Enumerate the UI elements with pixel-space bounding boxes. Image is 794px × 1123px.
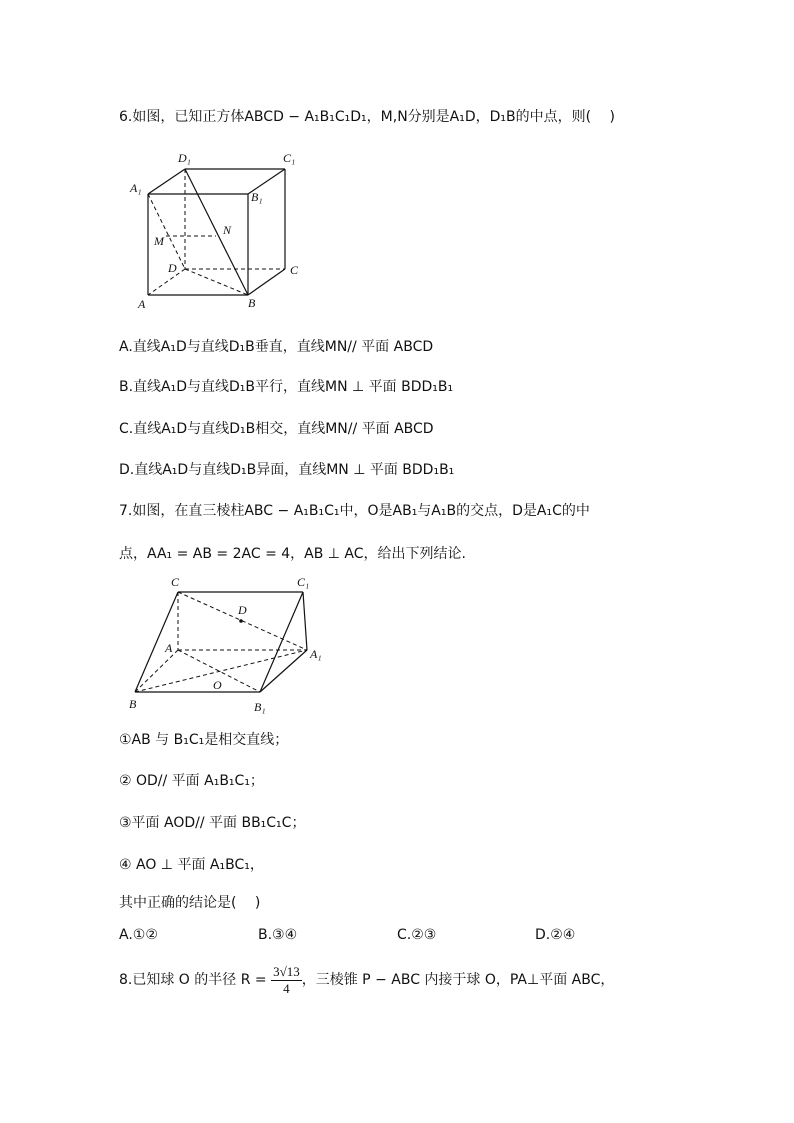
q8-frac-denominator: 4 (283, 980, 290, 996)
q7-statement-2: ② OD// 平面 A₁B₁C₁； (119, 773, 264, 789)
q7-statement-3: ③平面 AOD// 平面 BB₁C₁C； (119, 815, 306, 831)
label-D: D (168, 261, 177, 275)
q8-frac-numerator: 3√13 (273, 963, 300, 979)
q7-statement-4: ④ AO ⊥ 平面 A₁BC₁， (119, 857, 264, 873)
label-A1: A₁ (130, 181, 142, 195)
q8-radius-fraction (271, 964, 302, 997)
label-C1: C₁ (297, 575, 310, 589)
q7-statement-1: ①AB 与 B₁C₁是相交直线； (119, 732, 289, 748)
q7-prism-figure (125, 572, 330, 717)
label-B: B (129, 697, 137, 711)
label-D1: D₁ (178, 151, 191, 165)
label-B1: B₁ (251, 190, 263, 204)
q8-stem (119, 962, 614, 998)
q6-option-c: C.直线A₁D与直线D₁B相交，直线MN// 平面 ABCD (119, 421, 434, 437)
q7-stem-line1: 7.如图，在直三棱柱ABC − A₁B₁C₁中，O是AB₁与A₁B的交点，D是A₁C的中 (119, 503, 590, 519)
q7-choice-b: B.③④ (258, 927, 298, 943)
q6-option-d: D.直线A₁D与直线D₁B异面，直线MN ⊥ 平面 BDD₁B₁ (119, 462, 455, 478)
q7-choice-d: D.②④ (535, 927, 576, 943)
q6-option-a: A.直线A₁D与直线D₁B垂直，直线MN// 平面 ABCD (119, 339, 434, 355)
q8-prefix: 8.已知球 O 的半径 R = (119, 972, 267, 988)
label-M: M (154, 234, 164, 248)
q8-suffix: ，三棱锥 P − ABC 内接于球 O，PA⊥平面 ABC， (301, 972, 615, 988)
label-A: A (165, 641, 173, 655)
label-D: D (238, 603, 247, 617)
q6-cube-figure (128, 148, 308, 313)
label-N: N (223, 223, 232, 237)
q7-question: 其中正确的结论是( ) (119, 895, 261, 911)
label-C1: C₁ (283, 151, 296, 165)
label-A1: A₁ (310, 647, 322, 661)
label-C: C (171, 575, 180, 589)
label-B: B (248, 296, 256, 310)
q6-option-b: B.直线A₁D与直线D₁B平行，直线MN ⊥ 平面 BDD₁B₁ (119, 379, 454, 395)
label-C: C (290, 263, 299, 277)
q6-stem: 6.如图，已知正方体ABCD − A₁B₁C₁D₁，M,N分别是A₁D，D₁B的中点，则( ) (119, 109, 616, 125)
label-B1: B₁ (254, 700, 266, 714)
q7-stem-line2: 点，AA₁ = AB = 2AC = 4，AB ⊥ AC，给出下列结论. (119, 546, 466, 562)
label-A: A (138, 297, 146, 311)
q7-choice-a: A.①② (119, 927, 158, 943)
q7-choice-c: C.②③ (397, 927, 437, 943)
label-O: O (213, 678, 222, 692)
